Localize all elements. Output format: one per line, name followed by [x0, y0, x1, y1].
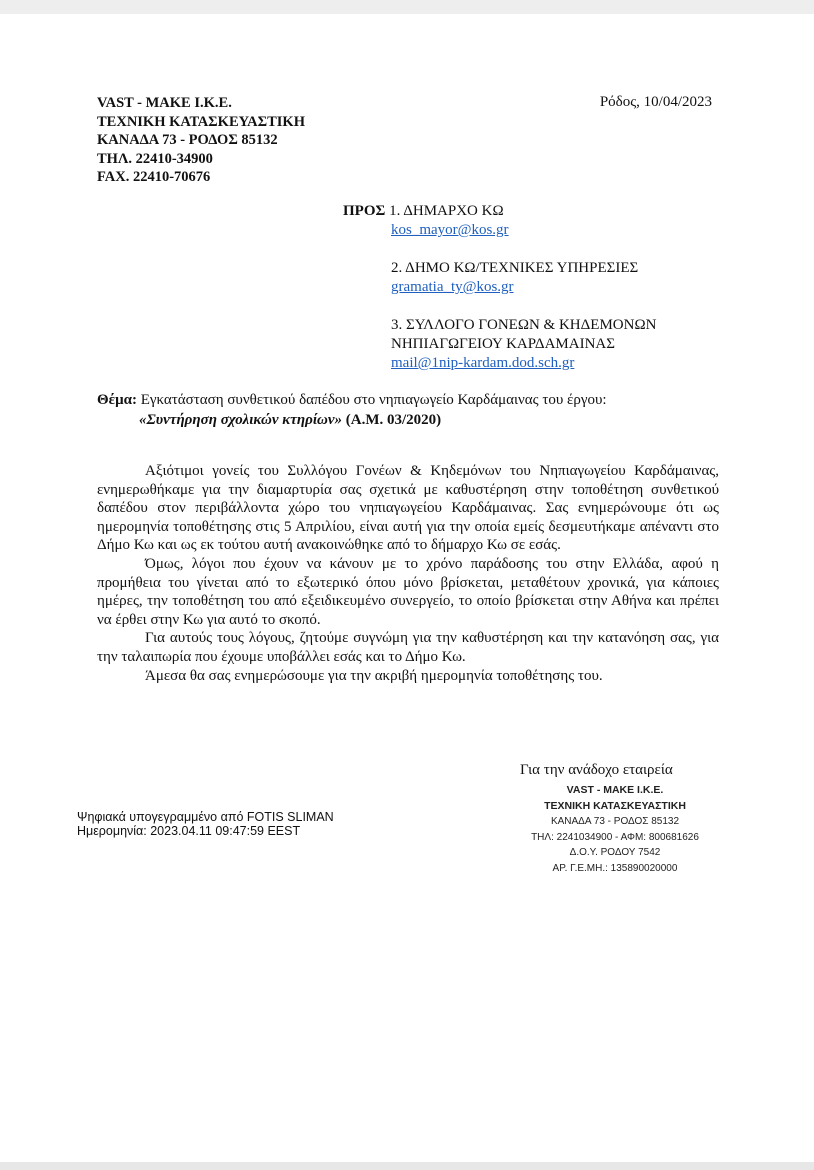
recipient-item	[343, 202, 656, 240]
subject-block	[97, 390, 607, 430]
sender-phone: ΤΗΛ. 22410-34900	[97, 150, 213, 167]
subject-project: «Συντήρηση σχολικών κτηρίων»	[139, 412, 343, 428]
stamp-phone-afm: ΤΗΛ: 2241034900 - ΑΦΜ: 800681626	[531, 831, 699, 843]
recipient-line: 2. ΔΗΜΟ ΚΩ/ΤΕΧΝΙΚΕΣ ΥΠΗΡΕΣΙΕΣ	[391, 260, 639, 276]
stamp-address: ΚΑΝΑΔΑ 73 - ΡΟΔΟΣ 85132	[550, 816, 680, 828]
body-paragraph: Όμως, λόγοι που έχουν να κάνουν με το χρόνο παράδοσης του στην Ελλάδα, αφού η προμήθεια του γίνεται από το εξωτερικό όπου μόνο βρίσκεται, μεταθέτουν χρονικά, για κάποιες ημέρες, την τοποθέτηση του από εξειδικευμένο συνεργείο, το οποίο βρίσκεται στην Αθήνα και πρέπει να έρθει στην Κω για αυτό το σκοπό.	[97, 555, 719, 628]
subject-label: Θέμα:	[97, 392, 137, 408]
top-edge	[0, 0, 814, 14]
recipients-label: ΠΡΟΣ	[343, 203, 386, 219]
recipient-line: ΝΗΠΙΑΓΩΓΕΙΟΥ ΚΑΡΔΑΜΑΙΝΑΣ	[391, 336, 615, 352]
recipient-item	[343, 316, 656, 373]
recipient-item	[343, 259, 656, 297]
body-paragraph: Άμεσα θα σας ενημερώσουμε για την ακριβή ημερομηνία τοποθέτησης του.	[145, 667, 603, 684]
recipient-line: 1. ΔΗΜΑΡΧΟ ΚΩ	[389, 203, 504, 219]
body-paragraph: Αξιότιμοι γονείς του Συλλόγου Γονέων & Κηδεμόνων του Νηπιαγωγείου Καρδάμαινας, ενημερωθήκαμε για την διαμαρτυρία σας σχετικά με καθυστέρηση στην τοποθέτηση συνθετικού δαπέδου στον περιβάλλοντα χώρο του νηπιαγωγείου Καρδάμαινας. Σας ενημερώνουμε ότι ως ημερομηνία τοποθέτησης στις 5 Απριλίου, είναι αυτή για την οποία εμείς δεσμευτήκαμε απέναντι στο Δήμο Κω και ως εκ τούτου αυτή ανακοινώθηκε από το δήμαρχο Κω σε εσάς.	[97, 463, 719, 554]
stamp-doy: Δ.Ο.Υ. ΡΟΔΟΥ 7542	[569, 847, 661, 859]
sender-fax: FAX. 22410-70676	[97, 169, 211, 185]
body-paragraph: Για αυτούς τους λόγους, ζητούμε συγνώμη για την καθυστέρηση και την κατανόηση σας, για την ταλαιπωρία που έχουμε υποβάλλει εσάς και το Δήμο Κω.	[97, 630, 719, 665]
recipient-email[interactable]: gramatia_ty@kos.gr	[391, 279, 514, 295]
stamp-type: ΤΕΧΝΙΚΗ ΚΑΤΑΣΚΕΥΑΣΤΙΚΗ	[544, 799, 686, 812]
stamp-gemi: ΑΡ. Γ.Ε.ΜΗ.: 135890020000	[552, 862, 678, 874]
subject-text: Εγκατάσταση συνθετικού δαπέδου στο νηπιαγωγείο Καρδάμαινας του έργου:	[140, 392, 607, 408]
recipient-email[interactable]: kos_mayor@kos.gr	[391, 222, 509, 238]
subject-code: (Α.Μ. 03/2020)	[345, 412, 442, 428]
sender-address: ΚΑΝΑΔΑ 73 - ΡΟΔΟΣ 85132	[97, 132, 278, 148]
sender-type: ΤΕΧΝΙΚΗ ΚΑΤΑΣΚΕΥΑΣΤΙΚΗ	[97, 113, 305, 130]
recipient-line: 3. ΣΥΛΛΟΓΟ ΓΟΝΕΩΝ & ΚΗΔΕΜΟΝΩΝ	[391, 317, 657, 333]
digital-signature	[77, 810, 334, 838]
stamp-name: VAST - MAKE I.K.E.	[566, 784, 664, 796]
recipient-email[interactable]: mail@1nip-kardam.dod.sch.gr	[391, 355, 575, 371]
recipients-block	[343, 202, 656, 373]
digital-signature-signer: Ψηφιακά υπογεγραμμένο από FOTIS SLIMAN	[77, 810, 334, 824]
signature-title: Για την ανάδοχο εταιρεία	[520, 762, 673, 778]
digital-signature-date: Ημερομηνία: 2023.04.11 09:47:59 EEST	[77, 824, 301, 838]
sender-name: VAST - MAKE I.K.E.	[97, 95, 232, 111]
place-date: Ρόδος, 10/04/2023	[599, 94, 712, 110]
letter-body	[97, 462, 719, 685]
sender-block	[97, 94, 305, 187]
bottom-edge	[0, 1162, 814, 1170]
company-stamp	[500, 783, 730, 877]
